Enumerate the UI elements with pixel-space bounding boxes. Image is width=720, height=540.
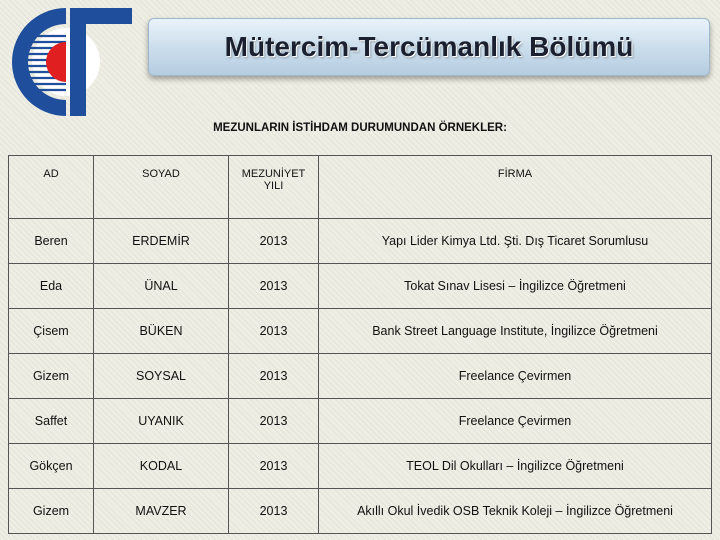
cell-ad: Saffet (9, 399, 94, 444)
cell-soyad: MAVZER (94, 489, 229, 534)
table-row (9, 444, 712, 489)
table-row (9, 489, 712, 534)
cell-firma: Tokat Sınav Lisesi – İngilizce Öğretmeni (319, 264, 712, 309)
table-row (9, 219, 712, 264)
cell-soyad: SOYSAL (94, 354, 229, 399)
cell-ad: Beren (9, 219, 94, 264)
cell-firma: Akıllı Okul İvedik OSB Teknik Koleji – İngilizce Öğretmeni (319, 489, 712, 534)
cell-firma: TEOL Dil Okulları – İngilizce Öğretmeni (319, 444, 712, 489)
table-row (9, 399, 712, 444)
cell-ad: Gizem (9, 489, 94, 534)
header-mezuniyet-yili (229, 156, 319, 219)
cell-firma: Freelance Çevirmen (319, 399, 712, 444)
cell-ad: Eda (9, 264, 94, 309)
cell-yil: 2013 (229, 489, 319, 534)
cell-yil: 2013 (229, 219, 319, 264)
cell-soyad: ÜNAL (94, 264, 229, 309)
section-subtitle: MEZUNLARIN İSTİHDAM DURUMUNDAN ÖRNEKLER: (213, 122, 507, 134)
cell-firma: Freelance Çevirmen (319, 354, 712, 399)
header-mezuniyet-line2: YILI (263, 180, 284, 192)
cell-yil: 2013 (229, 354, 319, 399)
cell-firma: Bank Street Language Institute, İngilizce Öğretmeni (319, 309, 712, 354)
cell-soyad: ERDEMİR (94, 219, 229, 264)
cell-yil: 2013 (229, 264, 319, 309)
header-mezuniyet-line1: MEZUNİYET (241, 168, 306, 180)
header-ad: AD (9, 156, 94, 219)
page-title: Mütercim-Tercümanlık Bölümü (224, 31, 634, 62)
cell-yil: 2013 (229, 309, 319, 354)
cell-ad: Gökçen (9, 444, 94, 489)
cell-firma: Yapı Lider Kimya Ltd. Şti. Dış Ticaret Sorumlusu (319, 219, 712, 264)
table-row (9, 309, 712, 354)
header-soyad: SOYAD (94, 156, 229, 219)
title-banner (148, 18, 710, 76)
cell-yil: 2013 (229, 444, 319, 489)
cell-soyad: BÜKEN (94, 309, 229, 354)
table-header-row (9, 156, 712, 219)
cell-ad: Gizem (9, 354, 94, 399)
header-firma: FİRMA (319, 156, 712, 219)
graduates-table (8, 155, 712, 534)
table-row (9, 354, 712, 399)
cell-yil: 2013 (229, 399, 319, 444)
cell-soyad: KODAL (94, 444, 229, 489)
university-logo (0, 0, 140, 122)
cell-ad: Çisem (9, 309, 94, 354)
table-row (9, 264, 712, 309)
cell-soyad: UYANIK (94, 399, 229, 444)
